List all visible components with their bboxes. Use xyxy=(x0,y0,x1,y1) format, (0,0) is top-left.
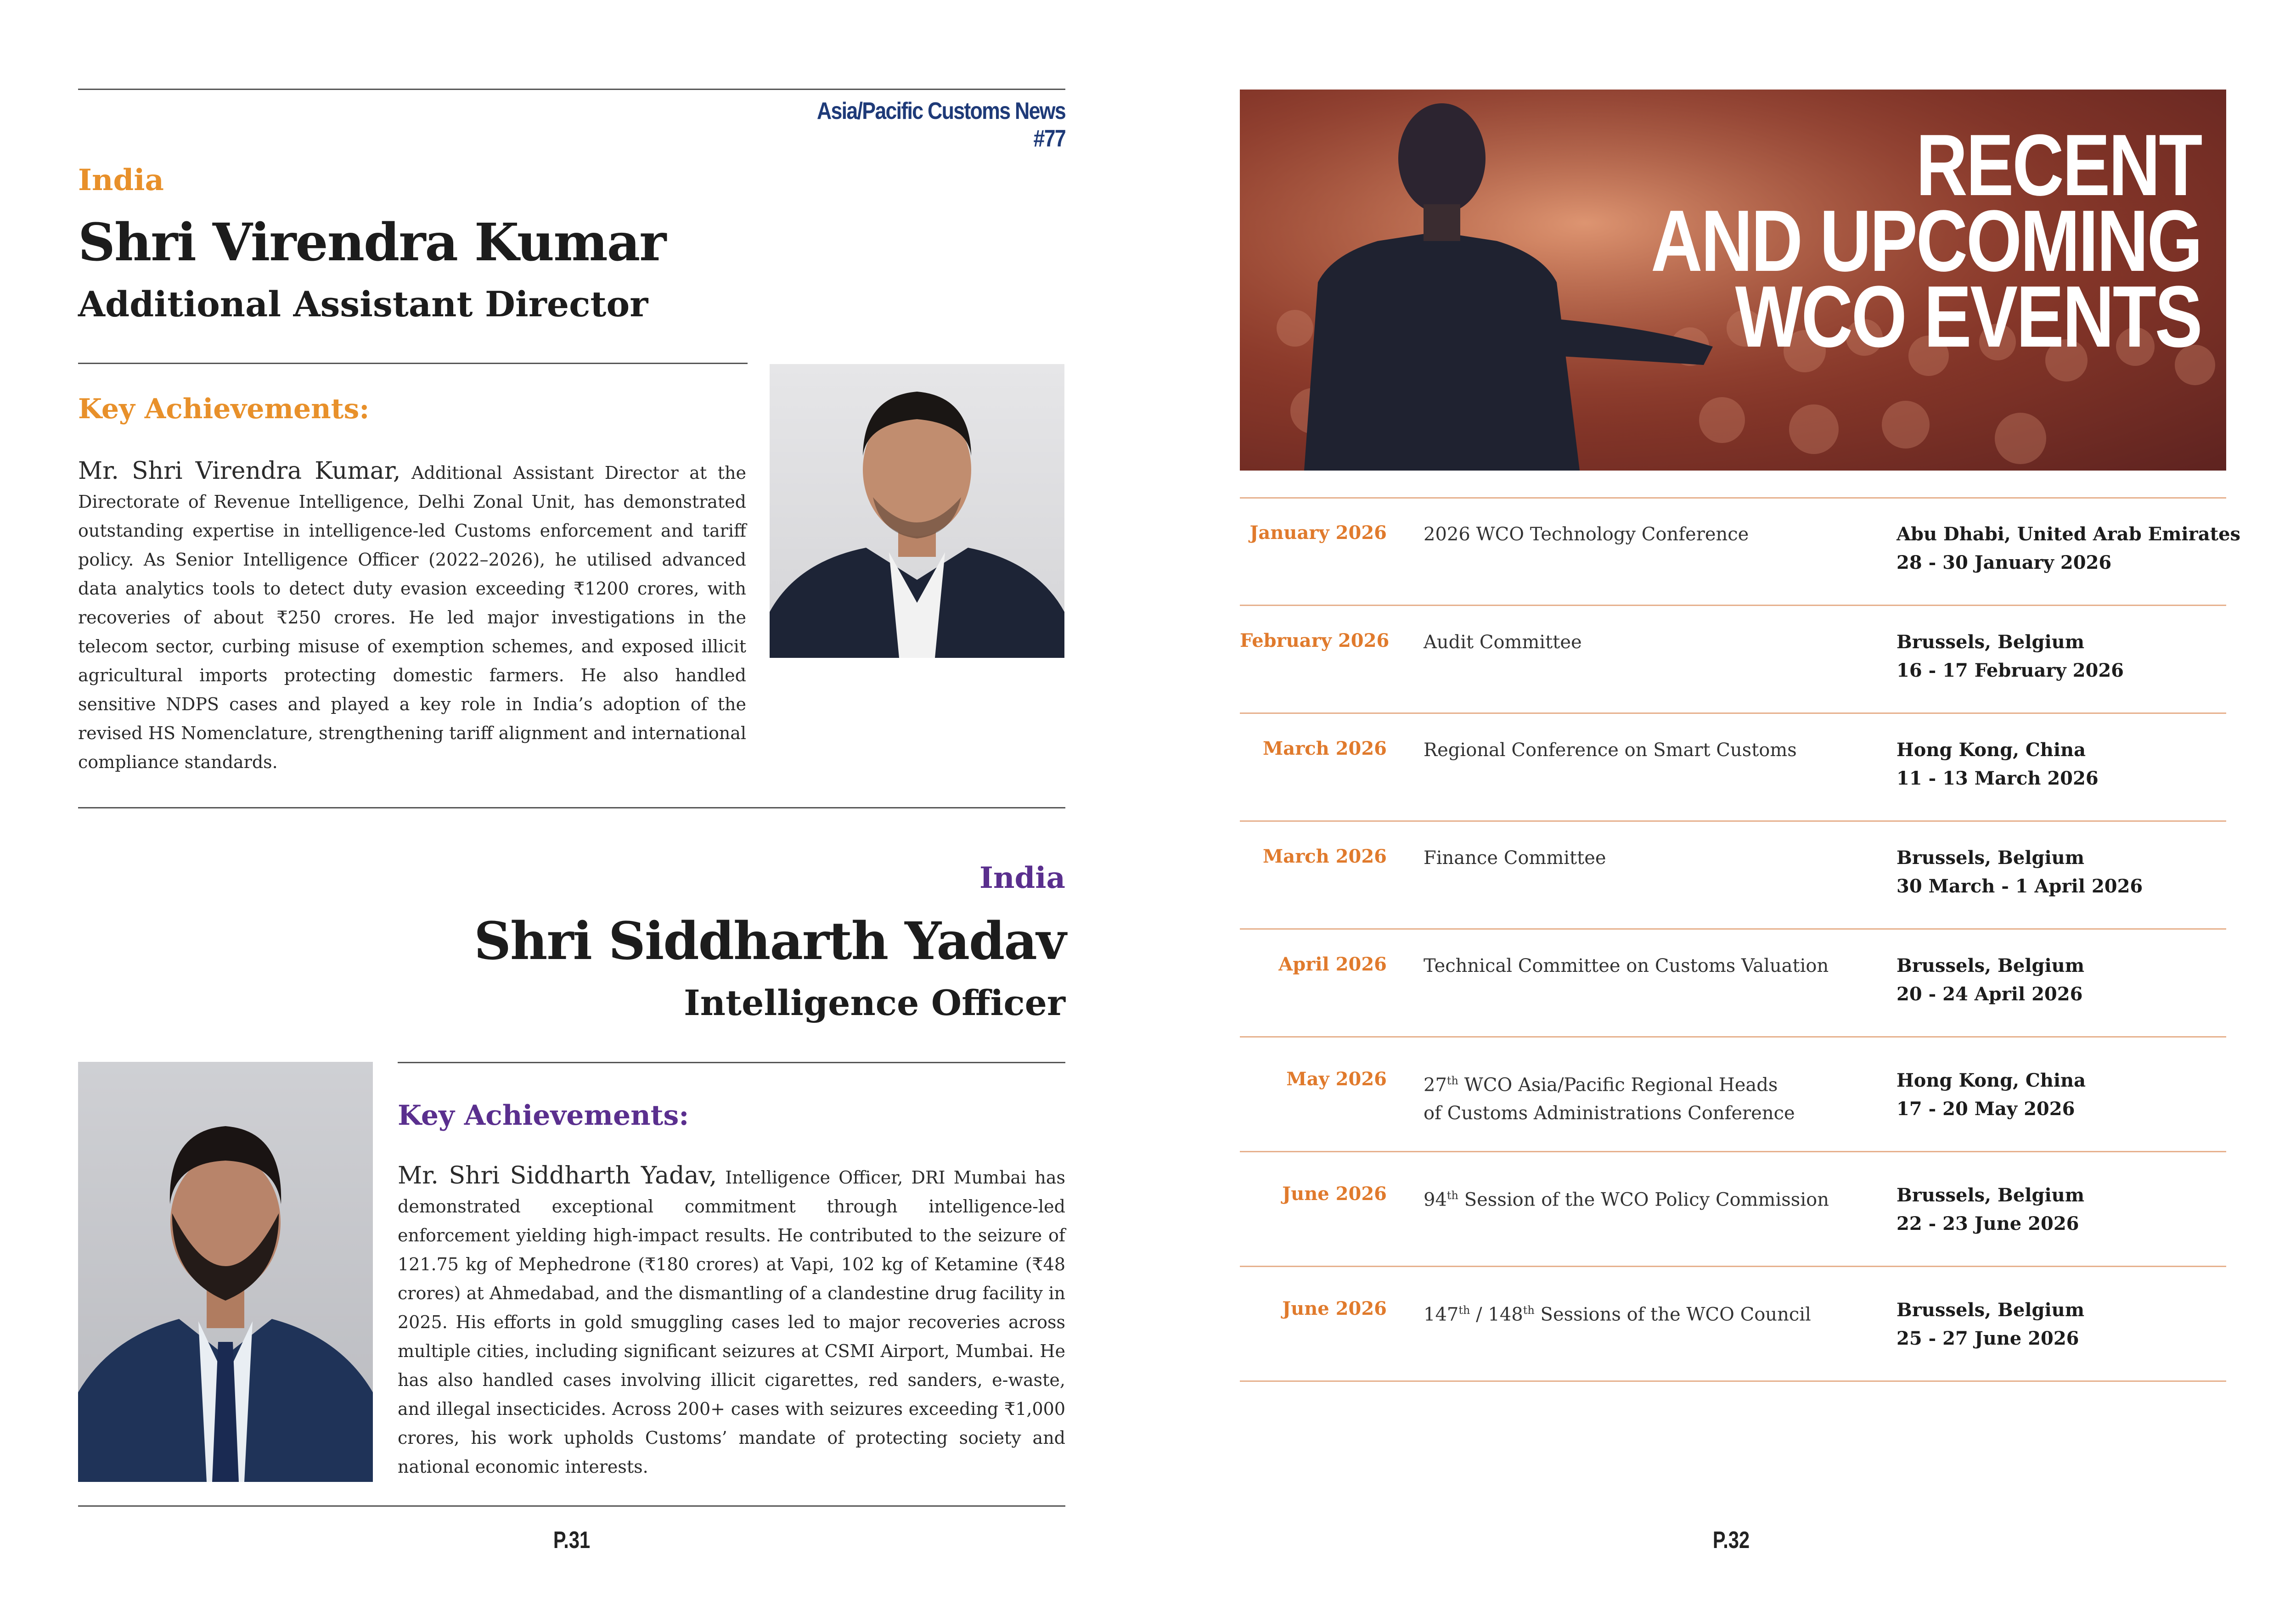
profile2-photo xyxy=(78,1062,373,1482)
profile2-country: India xyxy=(979,861,1065,895)
event-name-suffix: th xyxy=(1446,1189,1459,1202)
event-name-text: WCO Asia/Pacific Regional Heads of Customs Administrations Conference xyxy=(1424,1074,1795,1124)
profile2-rule xyxy=(398,1062,1065,1063)
event-name-suffix: th xyxy=(1446,1074,1459,1087)
event-name-suffix: th xyxy=(1458,1304,1470,1317)
profile1-lead: Mr. Shri Virendra Kumar, xyxy=(78,457,401,485)
event-name-mid: / 148 xyxy=(1470,1304,1523,1325)
event-location xyxy=(1896,1296,2236,1353)
event-name: 2026 WCO Technology Conference xyxy=(1424,524,1749,545)
profile2-paragraph xyxy=(398,1161,1065,1481)
event-location xyxy=(1896,1181,2236,1238)
event-location xyxy=(1896,520,2241,577)
event-divider xyxy=(1240,1266,2226,1267)
banner-title-line2: AND UPCOMING xyxy=(1650,192,2201,290)
profile1-rule xyxy=(78,363,748,364)
top-rule xyxy=(78,89,1065,90)
event-location xyxy=(1896,1066,2236,1123)
bottom-rule xyxy=(78,1505,1065,1507)
event-name: Regional Conference on Smart Customs xyxy=(1424,740,1797,761)
event-divider xyxy=(1240,1151,2226,1152)
event-place: Brussels, Belgium xyxy=(1896,1184,2085,1206)
event-divider xyxy=(1240,712,2226,714)
event-divider xyxy=(1240,1036,2226,1038)
event-name: Technical Committee on Customs Valuation xyxy=(1424,955,1829,976)
event-divider xyxy=(1240,820,2226,822)
event-dates: 30 March - 1 April 2026 xyxy=(1896,875,2143,897)
profile1-country: India xyxy=(78,163,164,197)
event-month: February 2026 xyxy=(1240,630,1390,651)
profile2-achievements-heading: Key Achievements: xyxy=(398,1100,689,1132)
event-month: April 2026 xyxy=(1278,954,1387,975)
event-place: Hong Kong, China xyxy=(1896,1070,2086,1091)
profile1-role: Additional Assistant Director xyxy=(78,284,648,325)
event-place: Brussels, Belgium xyxy=(1896,955,2085,976)
profile2-portrait-icon xyxy=(78,1062,373,1482)
event-divider xyxy=(1240,605,2226,606)
event-dates: 20 - 24 April 2026 xyxy=(1896,983,2083,1005)
event-month: June 2026 xyxy=(1282,1183,1387,1205)
event-month: May 2026 xyxy=(1286,1068,1387,1090)
event-name-text: Sessions of the WCO Council xyxy=(1534,1304,1811,1325)
event-name xyxy=(1424,1181,1864,1214)
profile1-portrait-icon xyxy=(770,364,1064,658)
event-month: January 2026 xyxy=(1249,522,1387,544)
event-place: Abu Dhabi, United Arab Emirates xyxy=(1896,523,2241,545)
profile1-paragraph xyxy=(78,457,746,777)
event-month: March 2026 xyxy=(1263,846,1387,867)
event-location xyxy=(1896,952,2236,1009)
event-name xyxy=(1424,1066,1800,1128)
profile1-name: Shri Virendra Kumar xyxy=(78,213,666,273)
events-bottom-rule xyxy=(1240,1380,2226,1382)
event-name-number: 94 xyxy=(1424,1189,1447,1211)
profile1-body: Additional Assistant Director at the Directorate of Revenue Intelligence, Delhi Zonal Unit, has demonstrated outstanding expertise in intelligence-led Customs enforcement and tariff policy. As Senior Intelligence Officer (2022–2026), he utilised advanced data analytics tools to detect duty evasion exceeding ₹1200 crores, with recoveries of about ₹250 crores. He led major investigations in the telecom sector, curbing misuse of exemption schemes, and exposed illicit agricultural imports protecting domestic farmers. He also handled sensitive NDPS cases and played a key role in India’s adoption of the revised HS Nomenclature, strengthening tariff alignment and international compliance standards. xyxy=(78,463,746,772)
event-location xyxy=(1896,844,2236,901)
event-place: Brussels, Belgium xyxy=(1896,1299,2085,1321)
events-banner xyxy=(1240,90,2226,471)
event-name-text: Session of the WCO Policy Commission xyxy=(1458,1189,1829,1211)
event-place: Brussels, Belgium xyxy=(1896,847,2085,869)
event-location xyxy=(1896,736,2236,793)
profile1-achievements-heading: Key Achievements: xyxy=(78,393,370,425)
publication-header: Asia/Pacific Customs News #77 xyxy=(816,98,1065,152)
event-name-number: 27 xyxy=(1424,1074,1447,1096)
profile2-name: Shri Siddharth Yadav xyxy=(474,911,1065,971)
page-number-left: P.31 xyxy=(553,1527,591,1554)
event-dates: 22 - 23 June 2026 xyxy=(1896,1213,2079,1234)
profile1-photo xyxy=(770,364,1064,658)
event-dates: 28 - 30 January 2026 xyxy=(1896,552,2112,573)
event-name: Finance Committee xyxy=(1424,847,1606,869)
event-location xyxy=(1896,628,2236,685)
event-dates: 16 - 17 February 2026 xyxy=(1896,660,2124,681)
event-month: June 2026 xyxy=(1282,1298,1387,1319)
profile2-role: Intelligence Officer xyxy=(684,982,1065,1023)
event-dates: 17 - 20 May 2026 xyxy=(1896,1098,2075,1120)
event-name-number: 147 xyxy=(1424,1304,1459,1325)
page-number-right: P.32 xyxy=(1712,1527,1750,1554)
section-divider xyxy=(78,807,1065,808)
banner-title-line1: RECENT xyxy=(1916,117,2201,214)
event-place: Brussels, Belgium xyxy=(1896,631,2085,653)
event-name xyxy=(1424,1296,1864,1329)
event-divider xyxy=(1240,928,2226,930)
events-top-rule xyxy=(1240,497,2226,499)
event-month: March 2026 xyxy=(1263,738,1387,759)
event-dates: 11 - 13 March 2026 xyxy=(1896,768,2099,789)
banner-title-line3: WCO EVENTS xyxy=(1735,268,2201,365)
event-place: Hong Kong, China xyxy=(1896,739,2086,761)
profile2-lead: Mr. Shri Siddharth Yadav, xyxy=(398,1162,717,1189)
event-name: Audit Committee xyxy=(1424,632,1582,653)
profile2-body: Intelligence Officer, DRI Mumbai has demonstrated exceptional commitment through intelligence-led enforcement yielding high-impact results. He contributed to the seizure of 121.75 kg of Mephedrone (₹180 crores) at Vapi, 102 kg of Ketamine (₹48 crores) at Ahmedabad, and the dismantling of a clandestine drug facility in 2025. His efforts in gold smuggling cases led to major recoveries across multiple cities, including significant seizures at CSMI Airport, Mumbai. He has also handled cases involving illicit cigarettes, red sanders, e-waste, and illegal insecticides. Across 200+ cases with seizures exceeding ₹1,000 crores, his work upholds Customs’ mandate of protecting society and national economic interests. xyxy=(398,1167,1065,1477)
event-name-suffix2: th xyxy=(1523,1304,1535,1317)
event-dates: 25 - 27 June 2026 xyxy=(1896,1328,2079,1349)
